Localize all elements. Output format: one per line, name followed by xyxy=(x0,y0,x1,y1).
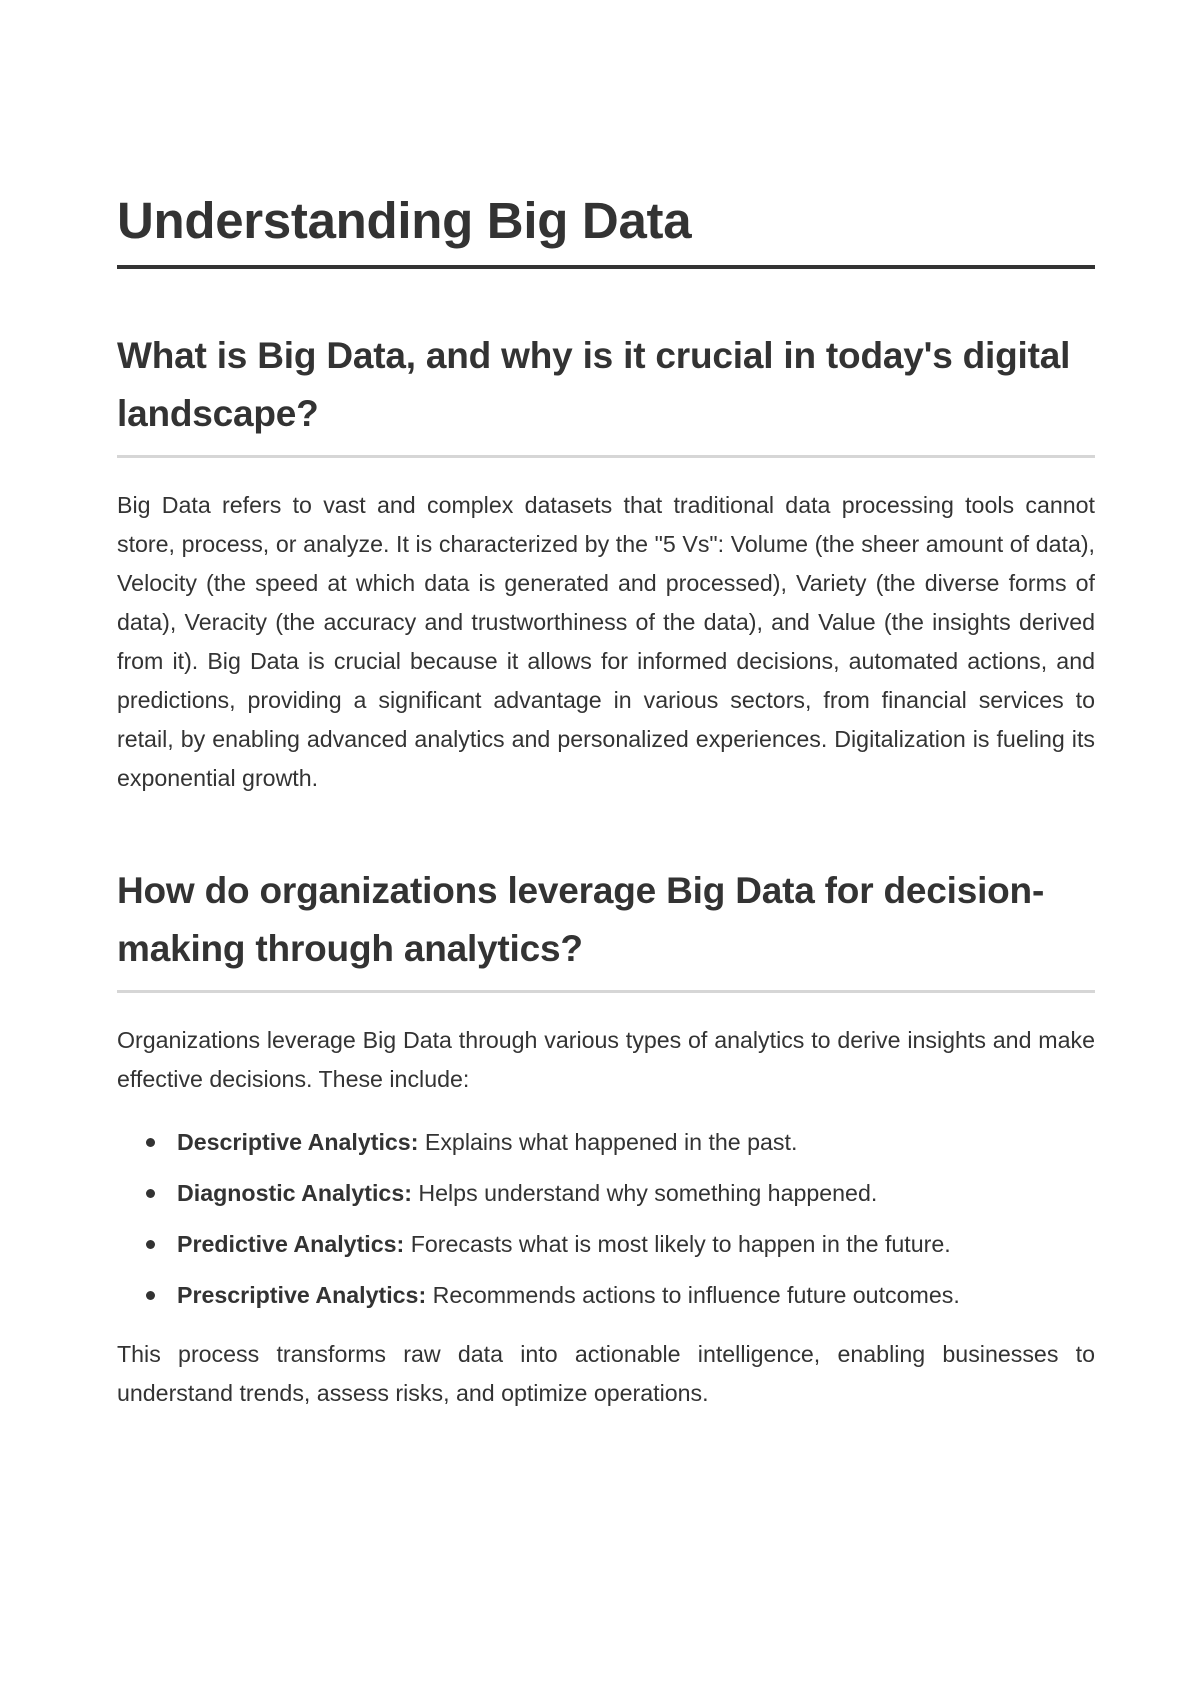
list-item-text: Helps understand why something happened. xyxy=(411,1180,878,1207)
section-heading: What is Big Data, and why is it crucial in today's digital landscape? xyxy=(117,327,1095,458)
list-item-text: Explains what happened in the past. xyxy=(418,1129,798,1156)
list-item xyxy=(177,1276,1095,1315)
section-intro: Organizations leverage Big Data through various types of analytics to derive insights and make effective decisions. These include: xyxy=(117,1027,1095,1093)
section-paragraph: Big Data refers to vast and complex datasets that traditional data processing tools cannot store, process, or analyze. It is characterized by the "5 Vs": Volume (the sheer amount of data), Velocity (the speed at which data is generated and processed), Variety (the diverse forms of data), Veracity (the accuracy and trustworthiness of the data), and Value (the insights derived from it). Big Data is crucial because it allows for informed decisions, automated actions, and predictions, providing a significant advantage in various sectors, from financial services to retail, by enabling advanced analytics and personalized experiences. Digitalization is fueling its exponential growth. xyxy=(117,492,1095,792)
bullet-icon xyxy=(146,1189,155,1198)
list-item xyxy=(177,1123,1095,1162)
list-item-term: Diagnostic Analytics: xyxy=(177,1180,412,1207)
bullet-icon xyxy=(146,1240,155,1249)
section-what-is-big-data xyxy=(117,327,1095,798)
section-closing: This process transforms raw data into actionable intelligence, enabling businesses to understand trends, assess risks, and optimize operations. xyxy=(117,1341,1095,1407)
list-item-term: Predictive Analytics: xyxy=(177,1231,405,1258)
section-heading: How do organizations leverage Big Data for decision-making through analytics? xyxy=(117,862,1095,993)
bullet-icon xyxy=(146,1291,155,1300)
list-item xyxy=(177,1225,1095,1264)
analytics-list xyxy=(117,1123,1095,1315)
list-item-term: Prescriptive Analytics: xyxy=(177,1282,427,1309)
list-item-text: Recommends actions to influence future outcomes. xyxy=(426,1282,960,1309)
document-title: Understanding Big Data xyxy=(117,190,1095,269)
list-item-text: Forecasts what is most likely to happen in the future. xyxy=(404,1231,951,1258)
list-item-term: Descriptive Analytics: xyxy=(177,1129,419,1156)
section-leverage-big-data xyxy=(117,862,1095,1413)
document-page xyxy=(117,190,1095,1413)
list-item xyxy=(177,1174,1095,1213)
bullet-icon xyxy=(146,1138,155,1147)
